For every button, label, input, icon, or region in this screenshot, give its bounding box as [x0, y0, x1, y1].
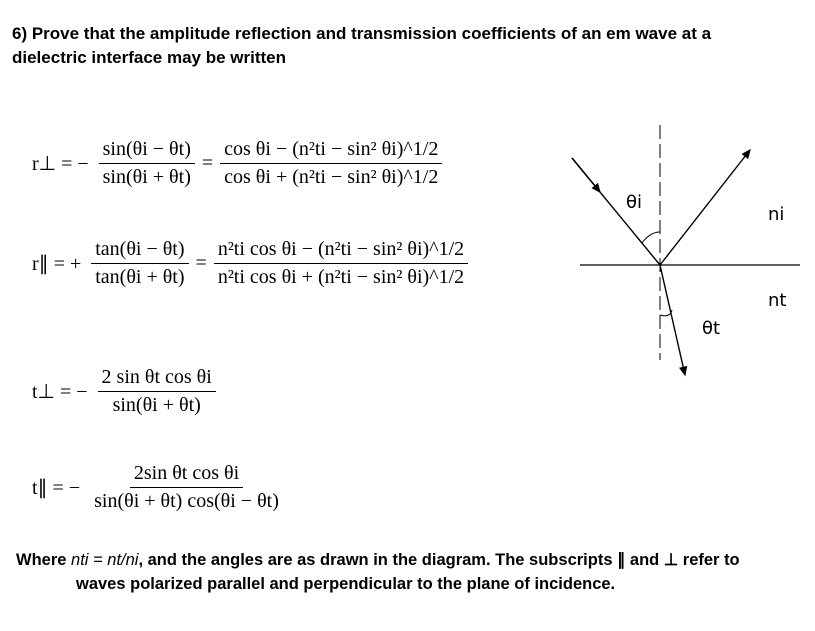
equation-t-perp: [32, 366, 220, 417]
transmitted-ray: [660, 265, 685, 375]
theta-i-arc: [642, 232, 660, 243]
r-perp-fraction-2: [220, 138, 442, 189]
r-perp-frac2-denominator: cos θi + (n²ti − sin² θi)^1/2: [224, 166, 439, 188]
equals-sign: =: [195, 252, 207, 274]
t-par-lhs: t∥ = −: [32, 477, 81, 499]
t-perp-fraction: [98, 366, 216, 417]
t-perp-denominator: sin(θi + θt): [112, 394, 201, 416]
t-par-denominator: sin(θi + θt) cos(θi − θt): [94, 490, 279, 512]
t-perp-lhs: t⊥ = −: [32, 381, 88, 403]
equation-r-par: [32, 238, 472, 289]
footnote: [16, 548, 806, 596]
n-i-label: ni: [768, 204, 785, 225]
theta-t-label: θt: [702, 318, 721, 339]
heading-line-1: 6) Prove that the amplitude reflection and transmission coefficients of an em wave at a: [12, 24, 712, 43]
footnote-nti: nti = nt/ni: [71, 551, 139, 569]
heading-line-2: dielectric interface may be written: [12, 48, 286, 67]
r-perp-frac2-numerator: cos θi − (n²ti − sin² θi)^1/2: [220, 138, 442, 164]
footnote-where: Where: [16, 551, 67, 569]
r-perp-frac1-numerator: sin(θi − θt): [99, 138, 195, 164]
footnote-rest: , and the angles are as drawn in the diagram. The subscripts ∥ and ⊥ refer to: [138, 551, 740, 569]
equation-t-par: [32, 462, 287, 513]
t-perp-numerator: 2 sin θt cos θi: [98, 366, 216, 392]
reflected-ray: [660, 150, 750, 265]
r-par-frac1-numerator: tan(θi − θt): [91, 238, 188, 264]
r-perp-lhs: r⊥ = −: [32, 153, 89, 175]
r-par-frac1-denominator: tan(θi + θt): [95, 266, 185, 288]
r-par-frac2-denominator: n²ti cos θi + (n²ti − sin² θi)^1/2: [217, 266, 465, 288]
problem-heading: [12, 22, 802, 70]
equals-sign: =: [201, 152, 214, 174]
r-par-frac2-numerator: n²ti cos θi − (n²ti − sin² θi)^1/2: [214, 238, 468, 264]
t-par-numerator: 2sin θt cos θi: [130, 462, 243, 488]
r-par-fraction-2: [214, 238, 468, 289]
t-par-fraction: [90, 462, 283, 513]
footnote-line-2: waves polarized parallel and perpendicular to the plane of incidence.: [76, 575, 616, 593]
incident-arrow-icon: [572, 158, 600, 192]
r-par-fraction-1: [91, 238, 188, 289]
refraction-diagram: [560, 120, 810, 390]
n-t-label: nt: [768, 290, 787, 311]
equation-r-perp: [32, 138, 446, 189]
r-perp-frac1-denominator: sin(θi + θt): [102, 166, 191, 188]
r-perp-fraction-1: [99, 138, 195, 189]
theta-i-label: θi: [626, 192, 643, 213]
r-par-lhs: r∥ = +: [32, 253, 82, 275]
